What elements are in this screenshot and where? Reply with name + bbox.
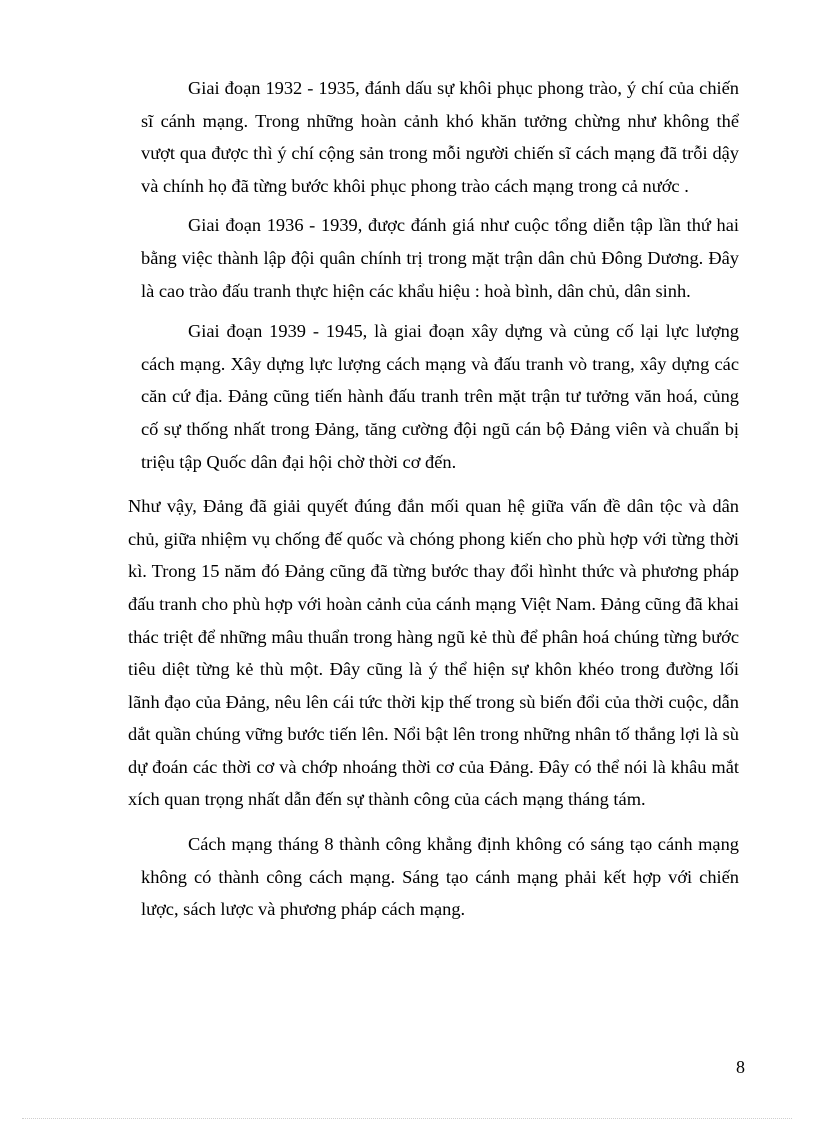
body-text <box>128 72 739 926</box>
paragraph-1936-1939: Giai đoạn 1936 - 1939, được đánh giá như cuộc tổng diễn tập lần thứ hai bằng việc thành lập đội quân chính trị trong mặt trận dân chủ Đông Dương. Đây là cao trào đấu tranh thực hiện các khẩu hiệu : hoà bình, dân chủ, dân sinh. <box>141 215 739 301</box>
paragraph-1932-1935: Giai đoạn 1932 - 1935, đánh dấu sự khôi phục phong trào, ý chí của chiến sĩ cánh mạng. Trong những hoàn cảnh khó khăn tưởng chừng như không thể vượt qua được thì ý chí cộng sản trong mỗi người chiến sĩ cách mạng đã trỗi dậy và chính họ đã từng bước khôi phục phong trào cách mạng trong cả nước . <box>141 78 739 196</box>
page-number: 8 <box>736 1057 745 1077</box>
page-bottom-divider <box>22 1118 792 1119</box>
paragraph-conclusion: Cách mạng tháng 8 thành công khẳng định không có sáng tạo cánh mạng không có thành công cách mạng. Sáng tạo cánh mạng phải kết hợp với chiến lược, sách lược và phương pháp cách mạng. <box>141 834 739 920</box>
paragraph-summary: Như vậy, Đảng đã giải quyết đúng đắn mối quan hệ giữa vấn đề dân tộc và dân chủ, giữa nhiệm vụ chống đế quốc và chóng phong kiến cho phù hợp với từng thời kì. Trong 15 năm đó Đảng cũng đã từng bước thay đổi hìnht thức và phương pháp đấu tranh cho phù hợp với hoàn cảnh của cánh mạng Việt Nam. Đảng cũng đã khai thác triệt để những mâu thuẩn trong hàng ngũ kẻ thù để phân hoá chúng từng bước tiêu diệt từng kẻ thù một. Đây cũng là ý thể hiện sự khôn khéo trong đường lối lãnh đạo của Đảng, nêu lên cái tức thời kịp thế trong sù biến đổi của thời cuộc, dẫn dắt quần chúng vững bước tiến lên. Nổi bật lên trong những nhân tố thắng lợi là sù dự đoán các thời cơ và chớp nhoáng thời cơ của Đảng. Đây có thể nói là khâu mắt xích quan trọng nhất dẫn đến sự thành công của cách mạng tháng tám. <box>128 496 739 810</box>
paragraph-1939-1945: Giai đoạn 1939 - 1945, là giai đoạn xây dựng và củng cố lại lực lượng cách mạng. Xây dựng lực lượng cách mạng và đấu tranh vò trang, xây dựng các căn cứ địa. Đảng cũng tiến hành đấu tranh trên mặt trận tư tưởng văn hoá, củng cố sự thống nhất trong Đảng, tăng cường đội ngũ cán bộ Đảng viên và chuẩn bị triệu tập Quốc dân đại hội chờ thời cơ đến. <box>141 321 739 472</box>
